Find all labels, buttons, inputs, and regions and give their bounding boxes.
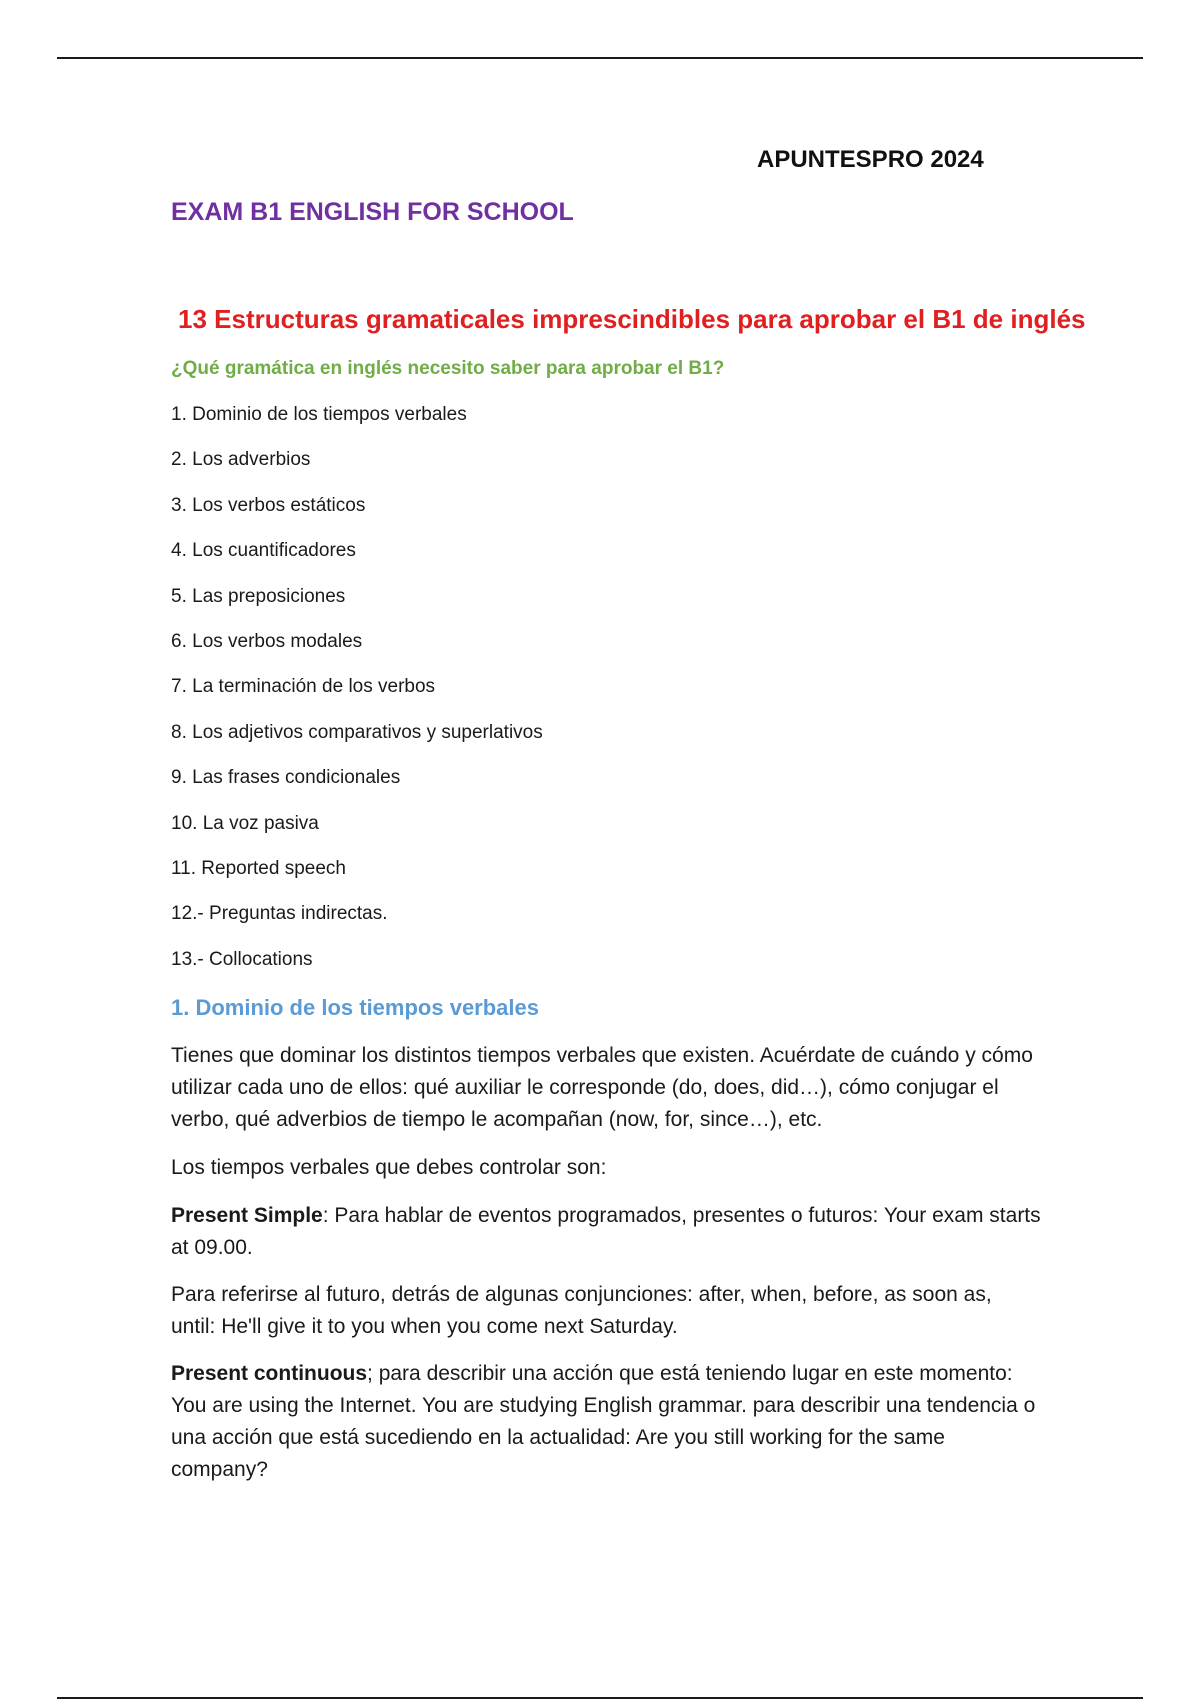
topic-list-item: 13.- Collocations — [171, 948, 313, 970]
bottom-rule — [57, 1697, 1143, 1699]
topic-list-item: 1. Dominio de los tiempos verbales — [171, 404, 467, 425]
topic-list-item: 2. Los adverbios — [171, 449, 311, 471]
exam-title: EXAM B1 ENGLISH FOR SCHOOL — [171, 198, 574, 226]
topic-list-item: 8. Los adjetivos comparativos y superlativos — [171, 721, 543, 743]
present-continuous-label: Present continuous — [171, 1362, 368, 1385]
section-intro-paragraph: Tienes que dominar los distintos tiempos verbales que existen. Acuérdate de cuándo y cómo utilizar cada uno de ellos: qué auxiliar le corresponde (do, does, did…), cómo conjugar el verbo, qué adverbios de tiempo le acompañan (now, for, since…), etc. — [171, 1044, 1033, 1131]
topic-list-item: 10. La voz pasiva — [171, 812, 319, 834]
top-rule — [57, 57, 1143, 59]
topic-list-item: 12.- Preguntas indirectas. — [171, 903, 388, 925]
present-continuous-paragraph — [171, 1358, 1041, 1486]
topic-list-item: 4. Los cuantificadores — [171, 540, 356, 562]
tenses-intro-paragraph: Los tiempos verbales que debes controlar son: — [171, 1156, 607, 1179]
main-heading: 13 Estructuras gramaticales imprescindibles para aprobar el B1 de inglés — [178, 304, 1086, 334]
topic-list-item: 5. Las preposiciones — [171, 585, 346, 607]
topic-list-item: 11. Reported speech — [171, 857, 346, 879]
brand-label: APUNTESPRO 2024 — [757, 146, 984, 173]
present-simple-label: Present Simple — [171, 1204, 323, 1227]
present-continuous-text: ; para describir una acción que está teniendo lugar en este momento: You are using the Internet. You are studying English grammar. para describir una tendencia o una acción que está sucediendo en la actualidad: Are you still working for the same company? — [171, 1362, 1036, 1481]
section-heading: 1. Dominio de los tiempos verbales — [171, 995, 539, 1020]
future-paragraph: Para referirse al futuro, detrás de algunas conjunciones: after, when, before, as soon as, until: He'll give it to you when you come next Saturday. — [171, 1283, 992, 1338]
question-subheading: ¿Qué gramática en inglés necesito saber para aprobar el B1? — [171, 358, 725, 379]
topic-list-item: 3. Los verbos estáticos — [171, 494, 366, 516]
topic-list-item: 7. La terminación de los verbos — [171, 676, 436, 698]
present-simple-paragraph — [171, 1200, 1041, 1264]
topic-list — [171, 402, 543, 992]
present-simple-text: : Para hablar de eventos programados, presentes o futuros: Your exam starts at 09.00. — [171, 1204, 1041, 1259]
topic-list-item: 6. Los verbos modales — [171, 630, 363, 652]
topic-list-item: 9. Las frases condicionales — [171, 767, 401, 789]
